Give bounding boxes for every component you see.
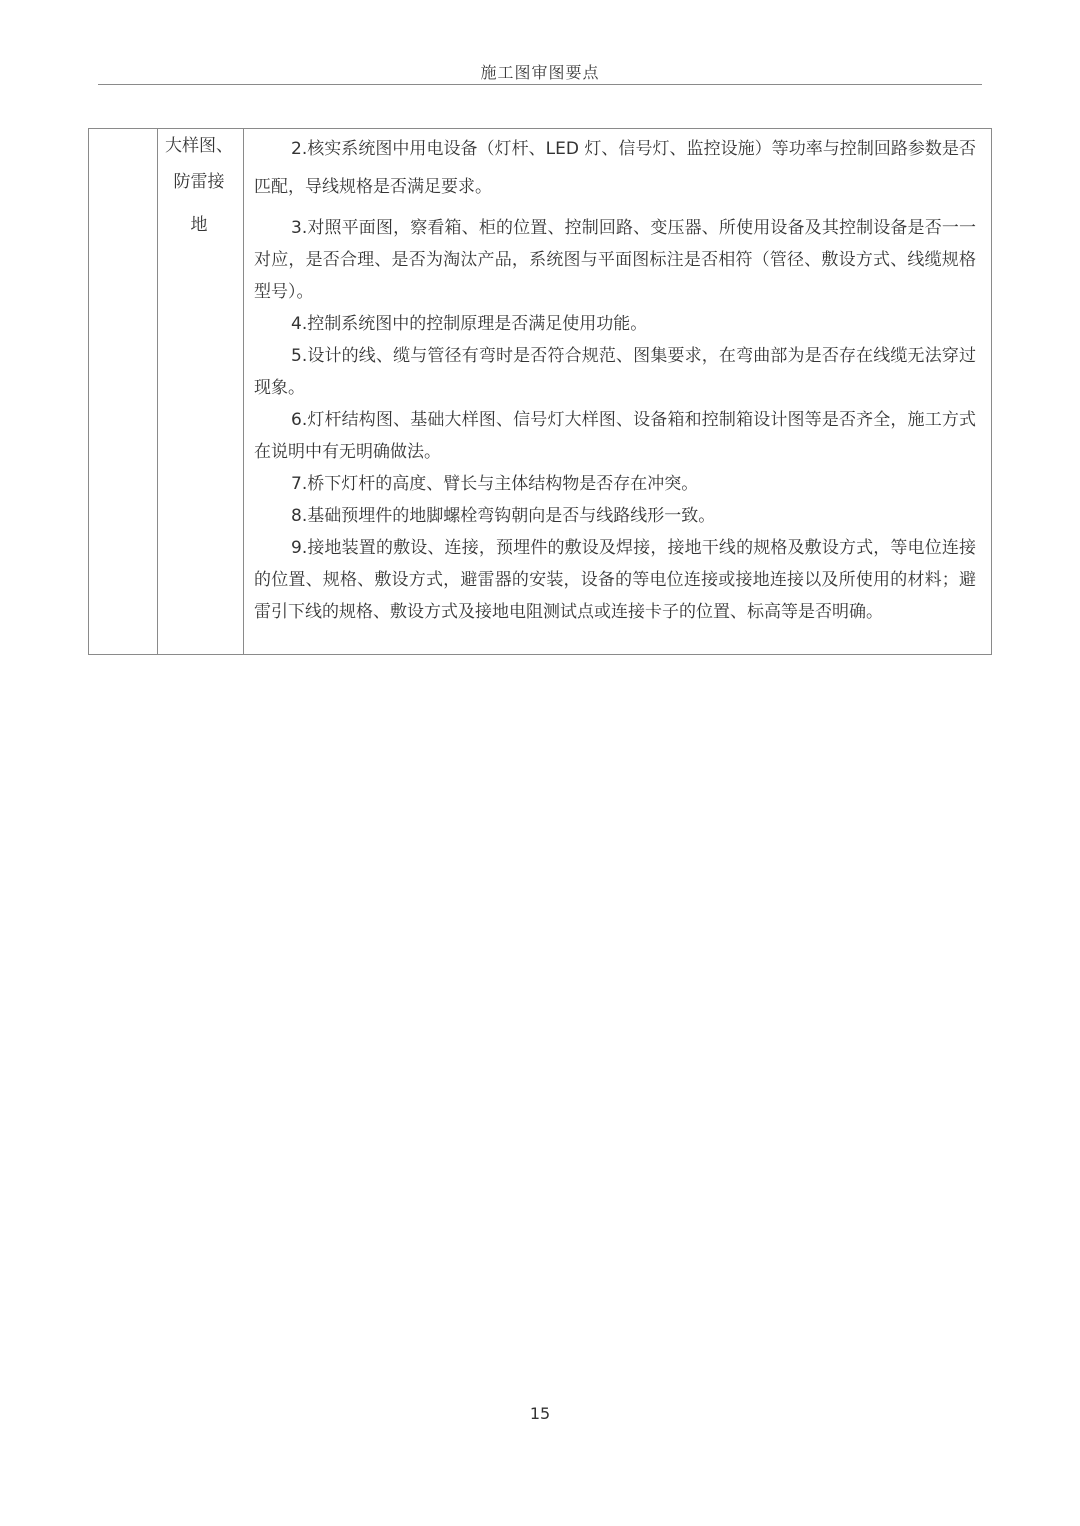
review-item-9: 9.接地装置的敷设、连接，预埋件的敷设及焊接，接地干线的规格及敷设方式，等电位连接的位置、规格、敷设方式，避雷器的安装，设备的等电位连接或接地连接以及所使用的材料；避雷引下线的规格、敷设方式及接地电阻测试点或连接卡子的位置、标高等是否明确。	[254, 538, 976, 622]
category-line: 防雷接	[173, 172, 225, 192]
review-item-8: 8.基础预埋件的地脚螺栓弯钩朝向是否与线路线形一致。	[291, 506, 716, 526]
review-item-3: 3.对照平面图，察看箱、柜的位置、控制回路、变压器、所使用设备及其控制设备是否一一对应，是否合理、是否为淘汰产品，系统图与平面图标注是否相符（管径、敷设方式、线缆规格型号）。	[254, 218, 976, 302]
table-column-divider-2	[243, 129, 244, 654]
review-item-4: 4.控制系统图中的控制原理是否满足使用功能。	[291, 314, 648, 334]
review-item-5: 5.设计的线、缆与管径有弯时是否符合规范、图集要求，在弯曲部为是否存在线缆无法穿过现象。	[254, 346, 976, 398]
table-category-cell	[157, 130, 241, 242]
header-divider	[98, 84, 982, 85]
page-number: 15	[529, 1404, 551, 1423]
page-header-title: 施工图审图要点	[480, 63, 600, 82]
review-item-6: 6.灯杆结构图、基础大样图、信号灯大样图、设备箱和控制箱设计图等是否齐全，施工方式在说明中有无明确做法。	[254, 410, 976, 462]
review-item-2: 2.核实系统图中用电设备（灯杆、LED 灯、信号灯、监控设施）等功率与控制回路参数是否匹配，导线规格是否满足要求。	[254, 139, 976, 197]
table-content-cell	[254, 130, 976, 628]
category-line: 地	[190, 215, 208, 235]
review-item-7: 7.桥下灯杆的高度、臂长与主体结构物是否存在冲突。	[291, 474, 699, 494]
category-line: 大样图、	[165, 136, 233, 156]
